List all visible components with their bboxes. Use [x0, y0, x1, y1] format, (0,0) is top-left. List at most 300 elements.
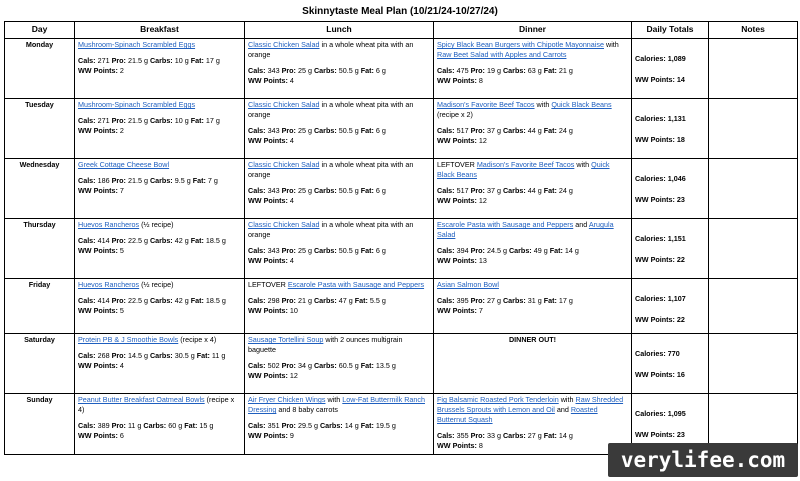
day-cell: Thursday	[5, 219, 75, 279]
nutrition-value-fat: 6 g	[375, 66, 386, 75]
table-row	[5, 159, 798, 219]
nutrition-label-pro: Pro:	[111, 116, 126, 125]
total-ww-value: 22	[676, 255, 685, 264]
nutrition-value-carbs: 44 g	[527, 186, 542, 195]
total-ww-points	[635, 315, 705, 325]
ww-points-line	[437, 306, 628, 316]
ww-points-value: 4	[289, 76, 294, 85]
nutrition-value-carbs: 50.5 g	[338, 186, 359, 195]
nutrition-label-pro: Pro:	[281, 296, 296, 305]
nutrition-label-fat: Fat:	[543, 66, 557, 75]
recipe-link[interactable]: Madison's Favorite Beef Tacos	[437, 100, 535, 109]
nutrition-value-carbs: 42 g	[174, 236, 189, 245]
ww-points-value: 4	[289, 136, 294, 145]
day-cell: Sunday	[5, 394, 75, 455]
recipe-note: with	[327, 395, 341, 404]
ww-points-line	[78, 246, 241, 256]
ww-points-value: 12	[289, 371, 298, 380]
nutrition-value-pro: 34 g	[297, 361, 312, 370]
total-ww-value: 18	[676, 135, 685, 144]
recipe-link[interactable]: Low-Fat Buttermilk Ranch Dressing	[248, 395, 425, 414]
ww-points-line	[437, 196, 628, 206]
total-calories-label: Calories:	[635, 349, 666, 358]
lunch-recipe	[248, 100, 430, 120]
dinner-cell	[434, 99, 632, 159]
recipe-link[interactable]: Classic Chicken Salad	[248, 220, 320, 229]
nutrition-value-carbs: 30.5 g	[174, 351, 195, 360]
nutrition-label-carbs: Carbs:	[313, 361, 337, 370]
nutrition-label-pro: Pro:	[470, 126, 485, 135]
nutrition-value-cals: 355	[456, 431, 469, 440]
nutrition-label-carbs: Carbs:	[313, 126, 337, 135]
ww-points-value: 12	[478, 196, 487, 205]
nutrition-label-fat: Fat:	[549, 246, 563, 255]
nutrition-value-fat: 17 g	[205, 116, 220, 125]
ww-points-line	[78, 186, 241, 196]
page-title: Skinnytaste Meal Plan (10/21/24-10/27/24)	[302, 6, 498, 17]
nutrition-value-fat: 11 g	[211, 351, 226, 360]
nutrition-line	[78, 116, 241, 126]
nutrition-value-cals: 414	[97, 296, 110, 305]
total-calories-label: Calories:	[635, 114, 666, 123]
nutrition-value-cals: 271	[97, 116, 110, 125]
nutrition-value-pro: 21 g	[297, 296, 312, 305]
day-cell: Friday	[5, 279, 75, 334]
nutrition-label-cals: Cals:	[437, 431, 455, 440]
ww-points-line	[437, 441, 628, 451]
header-row	[5, 22, 798, 39]
ww-points-line	[248, 256, 430, 266]
recipe-link[interactable]: Huevos Rancheros	[78, 280, 140, 289]
breakfast-recipe	[78, 100, 241, 110]
nutrition-value-fat: 17 g	[205, 56, 220, 65]
nutrition-label-cals: Cals:	[248, 126, 266, 135]
dinner-recipe	[437, 395, 628, 425]
total-ww-label: WW Points:	[635, 315, 675, 324]
ww-points-value: 8	[478, 76, 483, 85]
nutrition-label-fat: Fat:	[543, 431, 557, 440]
ww-points-label: WW Points:	[437, 136, 477, 145]
ww-points-label: WW Points:	[78, 246, 118, 255]
nutrition-value-carbs: 60.5 g	[338, 361, 359, 370]
header-daily-totals: Daily Totals	[632, 22, 709, 39]
day-cell: Wednesday	[5, 159, 75, 219]
breakfast-recipe	[78, 220, 241, 230]
nutrition-label-carbs: Carbs:	[502, 66, 526, 75]
ww-points-line	[248, 431, 430, 441]
nutrition-value-carbs: 9.5 g	[174, 176, 191, 185]
nutrition-value-carbs: 63 g	[527, 66, 542, 75]
total-calories-label: Calories:	[635, 234, 666, 243]
recipe-note: with 2 ounces multigrain baguette	[248, 335, 403, 354]
nutrition-label-carbs: Carbs:	[319, 421, 343, 430]
total-calories-value: 1,046	[667, 174, 686, 183]
daily-totals-cell	[632, 279, 709, 334]
nutrition-value-fat: 14 g	[558, 431, 573, 440]
nutrition-label-cals: Cals:	[248, 246, 266, 255]
nutrition-value-fat: 18.5 g	[205, 296, 226, 305]
ww-points-value: 8	[478, 441, 483, 450]
total-ww-label: WW Points:	[635, 255, 675, 264]
nutrition-value-fat: 14 g	[564, 246, 579, 255]
total-calories	[635, 54, 705, 64]
nutrition-value-fat: 24 g	[558, 186, 573, 195]
nutrition-value-carbs: 31 g	[527, 296, 542, 305]
nutrition-line	[248, 421, 430, 431]
total-ww-value: 23	[676, 430, 685, 439]
breakfast-cell	[75, 39, 245, 99]
nutrition-value-pro: 24.5 g	[486, 246, 507, 255]
nutrition-label-pro: Pro:	[470, 246, 485, 255]
nutrition-value-pro: 25 g	[297, 66, 312, 75]
nutrition-value-carbs: 10 g	[174, 56, 189, 65]
recipe-note: LEFTOVER	[437, 160, 475, 169]
recipe-link[interactable]: Air Fryer Chicken Wings	[248, 395, 326, 404]
nutrition-line	[78, 421, 241, 431]
nutrition-label-pro: Pro:	[470, 431, 485, 440]
ww-points-line	[78, 66, 241, 76]
nutrition-label-fat: Fat:	[543, 186, 557, 195]
recipe-link[interactable]: Huevos Rancheros	[78, 220, 140, 229]
ww-points-value: 5	[119, 246, 124, 255]
dinner-recipe	[437, 40, 628, 60]
recipe-link[interactable]: Classic Chicken Salad	[248, 40, 320, 49]
daily-totals-cell	[632, 99, 709, 159]
nutrition-label-carbs: Carbs:	[313, 186, 337, 195]
recipe-note: in a whole wheat pita with an orange	[248, 100, 414, 119]
lunch-cell	[245, 99, 434, 159]
nutrition-value-fat: 6 g	[375, 246, 386, 255]
total-calories	[635, 234, 705, 244]
total-ww-label: WW Points:	[635, 370, 675, 379]
nutrition-line	[248, 246, 430, 256]
total-calories-label: Calories:	[635, 409, 666, 418]
dinner-cell	[434, 279, 632, 334]
total-ww-points	[635, 195, 705, 205]
nutrition-value-carbs: 10 g	[174, 116, 189, 125]
nutrition-label-cals: Cals:	[78, 56, 96, 65]
ww-points-label: WW Points:	[437, 256, 477, 265]
dinner-cell	[434, 39, 632, 99]
nutrition-value-pro: 21.5 g	[127, 56, 148, 65]
nutrition-label-cals: Cals:	[437, 186, 455, 195]
ww-points-line	[248, 136, 430, 146]
nutrition-value-fat: 6 g	[375, 186, 386, 195]
total-calories-value: 1,131	[667, 114, 686, 123]
lunch-recipe	[248, 220, 430, 240]
ww-points-value: 5	[119, 306, 124, 315]
recipe-link[interactable]: Arugula Salad	[437, 220, 614, 239]
total-ww-points	[635, 255, 705, 265]
breakfast-cell	[75, 159, 245, 219]
nutrition-line	[78, 56, 241, 66]
ww-points-value: 7	[119, 186, 124, 195]
nutrition-label-fat: Fat:	[192, 176, 206, 185]
total-calories-value: 1,151	[667, 234, 686, 243]
nutrition-label-pro: Pro:	[281, 186, 296, 195]
table-row	[5, 334, 798, 394]
nutrition-label-pro: Pro:	[111, 176, 126, 185]
ww-points-value: 9	[289, 431, 294, 440]
nutrition-label-pro: Pro:	[111, 421, 126, 430]
daily-totals-cell	[632, 159, 709, 219]
nutrition-label-fat: Fat:	[360, 421, 374, 430]
nutrition-value-fat: 7 g	[207, 176, 218, 185]
recipe-link[interactable]: Roasted Butternut Squash	[437, 405, 598, 424]
ww-points-line	[78, 126, 241, 136]
ww-points-value: 13	[478, 256, 487, 265]
recipe-note: with	[560, 395, 574, 404]
nutrition-value-cals: 298	[267, 296, 280, 305]
recipe-note: (½ recipe)	[141, 280, 174, 289]
ww-points-value: 2	[119, 66, 124, 75]
dinner-recipe	[437, 160, 628, 180]
ww-points-label: WW Points:	[248, 306, 288, 315]
daily-totals-cell	[632, 219, 709, 279]
nutrition-value-cals: 343	[267, 126, 280, 135]
recipe-link[interactable]: Fig Balsamic Roasted Pork Tenderloin	[437, 395, 559, 404]
nutrition-value-pro: 33 g	[486, 431, 501, 440]
nutrition-label-pro: Pro:	[111, 236, 126, 245]
nutrition-value-cals: 502	[267, 361, 280, 370]
nutrition-value-cals: 414	[97, 236, 110, 245]
nutrition-value-pro: 11 g	[127, 421, 142, 430]
nutrition-line	[78, 236, 241, 246]
recipe-note: in a whole wheat pita with an orange	[248, 160, 414, 179]
lunch-recipe	[248, 40, 430, 60]
total-ww-value: 14	[676, 75, 685, 84]
notes-cell[interactable]	[709, 279, 798, 334]
recipe-link[interactable]: Quick Black Beans	[437, 160, 610, 179]
daily-totals-cell	[632, 39, 709, 99]
nutrition-line	[248, 126, 430, 136]
notes-cell[interactable]	[709, 39, 798, 99]
nutrition-line	[437, 126, 628, 136]
nutrition-value-cals: 475	[456, 66, 469, 75]
nutrition-label-fat: Fat:	[196, 351, 210, 360]
recipe-link[interactable]: Raw Shredded Brussels Sprouts with Lemon and Oil	[437, 395, 624, 414]
nutrition-label-pro: Pro:	[111, 351, 126, 360]
recipe-link[interactable]: Raw Beet Salad with Apples and Carrots	[437, 50, 567, 59]
nutrition-label-carbs: Carbs:	[502, 431, 526, 440]
nutrition-value-carbs: 50.5 g	[338, 126, 359, 135]
ww-points-line	[248, 76, 430, 86]
total-ww-label: WW Points:	[635, 75, 675, 84]
nutrition-value-pro: 27 g	[486, 296, 501, 305]
nutrition-label-pro: Pro:	[281, 246, 296, 255]
ww-points-value: 4	[289, 256, 294, 265]
dinner-recipe	[437, 100, 628, 120]
total-calories-label: Calories:	[635, 174, 666, 183]
nutrition-label-carbs: Carbs:	[313, 246, 337, 255]
notes-cell[interactable]	[709, 99, 798, 159]
nutrition-line	[78, 351, 241, 361]
nutrition-value-carbs: 60 g	[168, 421, 183, 430]
recipe-link[interactable]: Mushroom-Spinach Scrambled Eggs	[78, 40, 196, 49]
nutrition-line	[248, 361, 430, 371]
total-calories	[635, 294, 705, 304]
ww-points-line	[437, 136, 628, 146]
ww-points-value: 7	[478, 306, 483, 315]
total-calories-value: 1,089	[667, 54, 686, 63]
total-calories	[635, 114, 705, 124]
dinner-cell	[434, 159, 632, 219]
nutrition-label-carbs: Carbs:	[502, 126, 526, 135]
nutrition-value-cals: 395	[456, 296, 469, 305]
lunch-cell	[245, 279, 434, 334]
nutrition-label-fat: Fat:	[543, 296, 557, 305]
dinner-cell	[434, 394, 632, 455]
recipe-note: LEFTOVER	[248, 280, 286, 289]
nutrition-label-cals: Cals:	[248, 186, 266, 195]
ww-points-value: 12	[478, 136, 487, 145]
meal-plan-table	[4, 21, 798, 455]
recipe-note: (recipe x 4)	[78, 395, 235, 414]
dinner-recipe	[437, 280, 628, 290]
nutrition-label-fat: Fat:	[354, 296, 368, 305]
recipe-link[interactable]: Mushroom-Spinach Scrambled Eggs	[78, 100, 196, 109]
ww-points-label: WW Points:	[248, 76, 288, 85]
recipe-note: (recipe x 2)	[437, 110, 473, 119]
nutrition-label-carbs: Carbs:	[149, 351, 173, 360]
total-ww-value: 23	[676, 195, 685, 204]
nutrition-value-fat: 19.5 g	[375, 421, 396, 430]
nutrition-line	[78, 296, 241, 306]
recipe-note: and	[575, 220, 588, 229]
nutrition-value-cals: 343	[267, 66, 280, 75]
day-cell: Saturday	[5, 334, 75, 394]
nutrition-value-pro: 37 g	[486, 126, 501, 135]
recipe-note: in a whole wheat pita with an orange	[248, 40, 414, 59]
nutrition-value-carbs: 42 g	[174, 296, 189, 305]
recipe-link[interactable]: Sausage Tortellini Soup	[248, 335, 324, 344]
ww-points-value: 6	[119, 431, 124, 440]
recipe-link[interactable]: Greek Cottage Cheese Bowl	[78, 160, 170, 169]
breakfast-cell	[75, 219, 245, 279]
nutrition-label-carbs: Carbs:	[313, 66, 337, 75]
nutrition-line	[78, 176, 241, 186]
nutrition-value-carbs: 44 g	[527, 126, 542, 135]
recipe-note: with	[576, 160, 590, 169]
nutrition-value-cals: 351	[267, 421, 280, 430]
recipe-link[interactable]: Asian Salmon Bowl	[437, 280, 499, 289]
recipe-link[interactable]: Protein PB & J Smoothie Bowls	[78, 335, 179, 344]
day-cell: Tuesday	[5, 99, 75, 159]
notes-cell[interactable]	[709, 159, 798, 219]
nutrition-value-pro: 21.5 g	[127, 116, 148, 125]
nutrition-label-carbs: Carbs:	[149, 56, 173, 65]
table-row	[5, 99, 798, 159]
nutrition-label-fat: Fat:	[360, 361, 374, 370]
notes-cell[interactable]	[709, 219, 798, 279]
ww-points-label: WW Points:	[248, 136, 288, 145]
recipe-link[interactable]: Escarole Pasta with Sausage and Peppers	[437, 220, 574, 229]
breakfast-recipe	[78, 160, 241, 170]
ww-points-line	[78, 361, 241, 371]
total-calories-label: Calories:	[635, 54, 666, 63]
nutrition-label-carbs: Carbs:	[502, 296, 526, 305]
ww-points-label: WW Points:	[248, 256, 288, 265]
total-ww-points	[635, 135, 705, 145]
nutrition-value-pro: 25 g	[297, 186, 312, 195]
dinner-recipe	[437, 220, 628, 240]
recipe-note: (½ recipe)	[141, 220, 174, 229]
nutrition-value-pro: 37 g	[486, 186, 501, 195]
total-ww-points	[635, 75, 705, 85]
breakfast-cell	[75, 394, 245, 455]
nutrition-label-fat: Fat:	[360, 186, 374, 195]
recipe-link[interactable]: Madison's Favorite Beef Tacos	[476, 160, 575, 169]
total-calories-label: Calories:	[635, 294, 666, 303]
nutrition-value-pro: 25 g	[297, 246, 312, 255]
ww-points-label: WW Points:	[78, 126, 118, 135]
recipe-link[interactable]: Peanut Butter Breakfast Oatmeal Bowls	[78, 395, 205, 404]
nutrition-value-pro: 14.5 g	[127, 351, 148, 360]
ww-points-label: WW Points:	[437, 306, 477, 315]
table-row	[5, 219, 798, 279]
nutrition-label-cals: Cals:	[78, 296, 96, 305]
recipe-link[interactable]: Escarole Pasta with Sausage and Peppers	[287, 280, 425, 289]
nutrition-value-cals: 394	[456, 246, 469, 255]
total-ww-points	[635, 370, 705, 380]
notes-cell[interactable]	[709, 334, 798, 394]
nutrition-value-pro: 22.5 g	[127, 236, 148, 245]
recipe-note: in a whole wheat pita with an orange	[248, 220, 414, 239]
day-cell: Monday	[5, 39, 75, 99]
breakfast-recipe	[78, 395, 241, 415]
ww-points-label: WW Points:	[437, 441, 477, 450]
nutrition-label-carbs: Carbs:	[143, 421, 167, 430]
nutrition-line	[248, 66, 430, 76]
nutrition-label-carbs: Carbs:	[508, 246, 532, 255]
nutrition-label-cals: Cals:	[248, 421, 266, 430]
nutrition-label-carbs: Carbs:	[149, 296, 173, 305]
ww-points-line	[248, 371, 430, 381]
total-ww-label: WW Points:	[635, 135, 675, 144]
nutrition-value-carbs: 50.5 g	[338, 66, 359, 75]
recipe-link[interactable]: Quick Black Beans	[551, 100, 612, 109]
table-row	[5, 279, 798, 334]
lunch-cell	[245, 219, 434, 279]
ww-points-label: WW Points:	[248, 371, 288, 380]
nutrition-label-carbs: Carbs:	[149, 176, 173, 185]
lunch-recipe	[248, 335, 430, 355]
nutrition-label-fat: Fat:	[543, 126, 557, 135]
lunch-recipe	[248, 280, 430, 290]
nutrition-line	[437, 186, 628, 196]
total-ww-value: 16	[676, 370, 685, 379]
recipe-link[interactable]: Spicy Black Bean Burgers with Chipotle Mayonnaise	[437, 40, 604, 49]
nutrition-label-cals: Cals:	[78, 351, 96, 360]
nutrition-value-carbs: 50.5 g	[338, 246, 359, 255]
ww-points-line	[248, 306, 430, 316]
ww-points-label: WW Points:	[78, 66, 118, 75]
nutrition-label-cals: Cals:	[437, 246, 455, 255]
breakfast-cell	[75, 99, 245, 159]
nutrition-line	[248, 296, 430, 306]
nutrition-value-carbs: 49 g	[533, 246, 548, 255]
nutrition-label-cals: Cals:	[437, 296, 455, 305]
header-notes: Notes	[709, 22, 798, 39]
nutrition-label-fat: Fat:	[190, 236, 204, 245]
breakfast-recipe	[78, 40, 241, 50]
nutrition-line	[248, 186, 430, 196]
recipe-link[interactable]: Classic Chicken Salad	[248, 100, 320, 109]
nutrition-label-carbs: Carbs:	[502, 186, 526, 195]
breakfast-recipe	[78, 280, 241, 290]
nutrition-label-cals: Cals:	[78, 421, 96, 430]
recipe-link[interactable]: Classic Chicken Salad	[248, 160, 320, 169]
